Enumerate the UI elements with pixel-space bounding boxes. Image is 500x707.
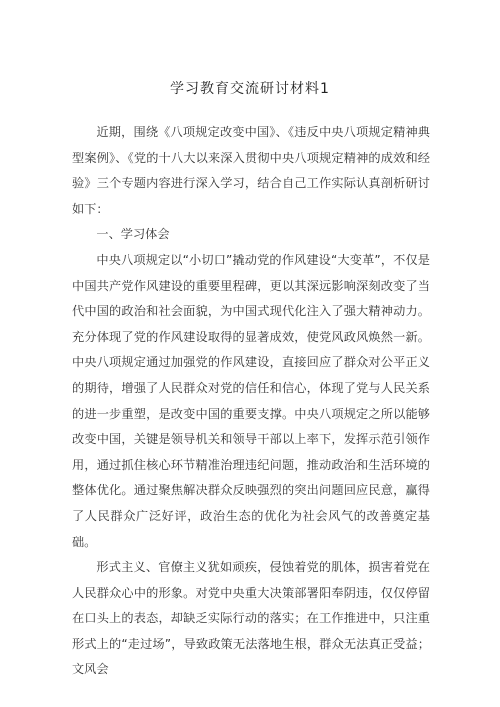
body-paragraph: 中央八项规定以“小切口”撬动党的作风建设“大变革”，不仅是中国共产党作风建设的重要里程碑，更以其深远影响深刻改变了当代中国的政治和社会面貌，为中国式现代化注入了强大精神动力。充分体现了党的作风建设取得的显著成效，使党风政风焕然一新。中央八项规定通过加强党的作风建设，直接回应了群众对公平正义的期待，增强了人民群众对党的信任和信心，体现了党与人民关系的进一步重塑，是改变中国的重要支撑。中央八项规定之所以能够改变中国，关键是领导机关和领导干部以上率下，发挥示范引领作用，通过抓住核心环节精准治理违纪问题，推动政治和生活环境的整体优化。通过聚焦解决群众反映强烈的突出问题回应民意，赢得了人民群众广泛好评，政治生态的优化为社会风气的改善奠定基础。 <box>72 252 430 549</box>
document-title: 学习教育交流研讨材料1 <box>170 81 330 97</box>
intro-paragraph: 近期，围绕《八项规定改变中国》、《违反中央八项规定精神典型案例》、《党的十八大以来深入贯彻中央八项规定精神的成效和经验》三个专题内容进行深入学习，结合自己工作实际认真剖析研讨如下： <box>72 125 430 216</box>
section-heading: 一、学习体会 <box>96 227 170 242</box>
body-paragraph: 形式主义、官僚主义犹如顽疾，侵蚀着党的肌体，损害着党在人民群众心中的形象。对党中央重大决策部署阳奉阴违，仅仅停留在口头上的表态，却缺乏实际行动的落实；在工作推进中，只注重形式上的“走过场”，导致政策无法落地生根，群众无法真正受益；文风会 <box>72 560 430 677</box>
document-body <box>72 120 430 683</box>
